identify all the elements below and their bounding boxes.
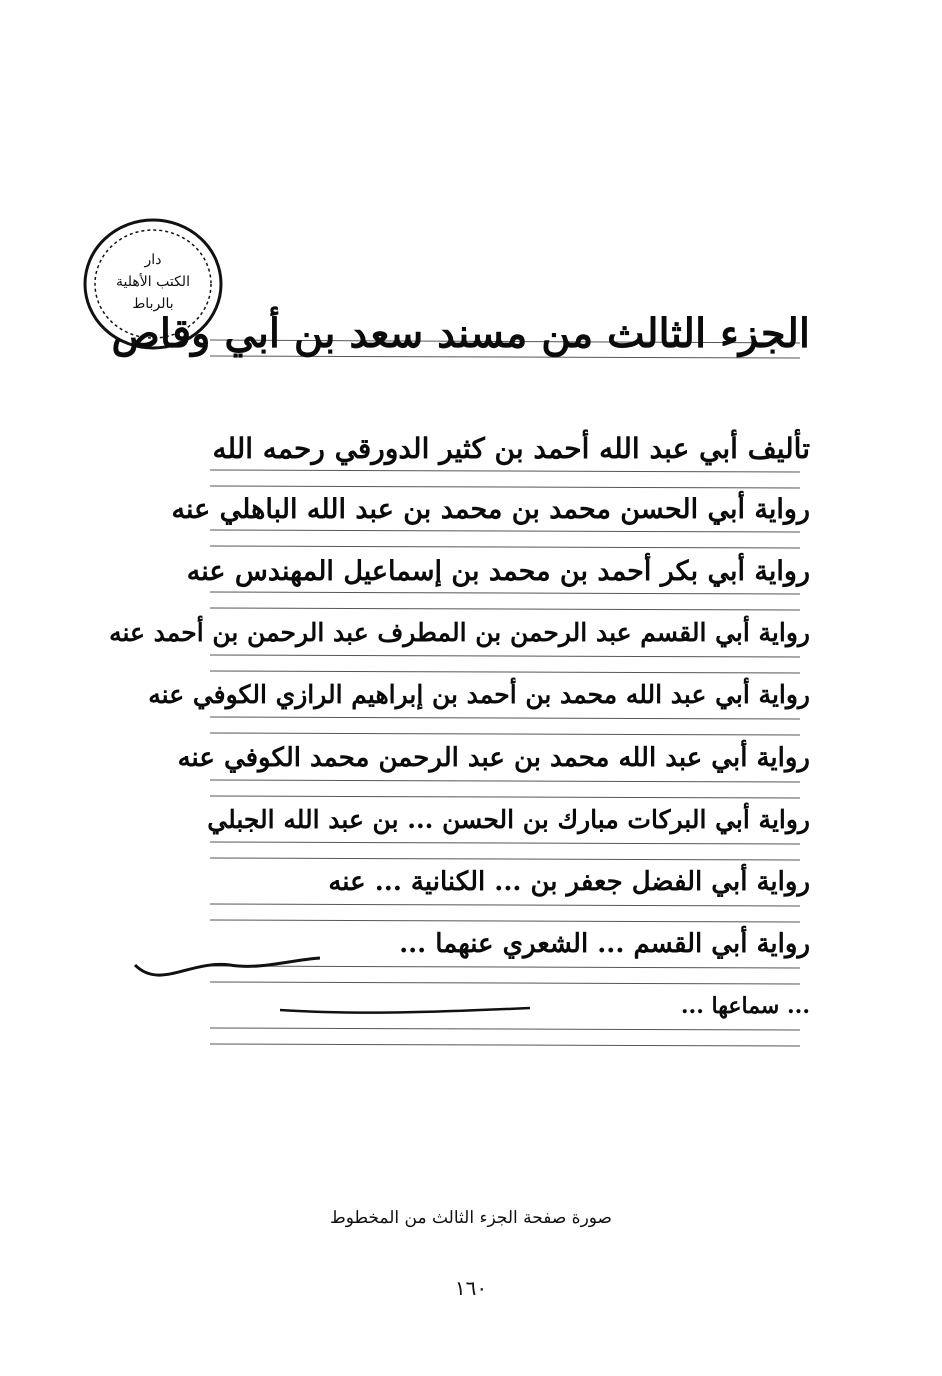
manuscript-line: ... سماعها ... [680,993,810,1019]
page-number: ١٦٠ [454,1276,488,1300]
svg-text:بالرباط: بالرباط [132,296,174,312]
manuscript-title: الجزء الثالث من مسند سعد بن أبي وقاص [111,310,810,357]
figure-caption: صورة صفحة الجزء الثالث من المخطوط [329,1208,612,1228]
svg-text:دار: دار [144,252,162,268]
manuscript-line: رواية أبي القسم ... الشعري عنهما ... [399,929,810,959]
manuscript-line: رواية أبي الفضل جعفر بن ... الكنانية ... عنه [328,867,810,897]
manuscript-line: رواية أبي الحسن محمد بن محمد بن عبد الله الباهلي عنه [171,494,810,525]
manuscript-line: رواية أبي القسم عبد الرحمن بن المطرف عبد الرحمن بن أحمد عنه [109,618,810,647]
manuscript-line: رواية أبي بكر أحمد بن محمد بن إسماعيل المهندس عنه [186,556,810,587]
manuscript-line: تأليف أبي عبد الله أحمد بن كثير الدورقي رحمه الله [212,432,810,465]
manuscript-image [60,200,840,1070]
manuscript-line: رواية أبي البركات مبارك بن الحسن ... بن عبد الله الجبلي [207,805,810,834]
manuscript-line: رواية أبي عبد الله محمد بن عبد الرحمن محمد الكوفي عنه [177,743,810,773]
manuscript-line: رواية أبي عبد الله محمد بن أحمد بن إبراهيم الرازي الكوفي عنه [148,680,810,709]
svg-text:الكتب الأهلية: الكتب الأهلية [116,274,190,290]
